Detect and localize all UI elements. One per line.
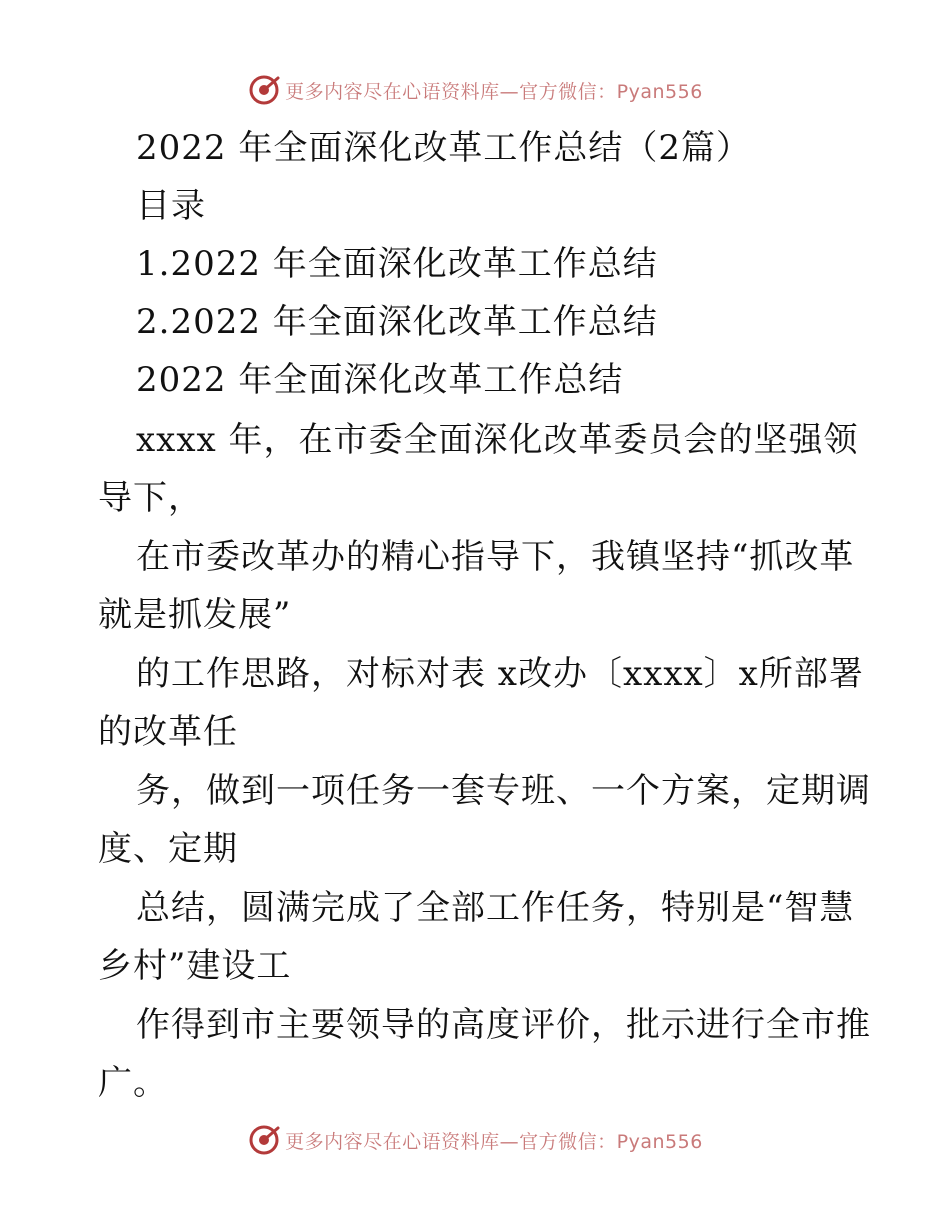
- body-line: 度、定期: [98, 829, 238, 869]
- body-line: 在市委改革办的精心指导下，我镇坚持“抓改革: [136, 537, 855, 577]
- body-line: xxxx 年，在市委全面深化改革委员会的坚强领: [136, 420, 859, 460]
- watermark-text: 更多内容尽在心语资料库—官方微信：Pyan556: [285, 1130, 703, 1153]
- pen-logo-icon: [247, 73, 281, 107]
- toc-item-2: 2.2022 年全面深化改革工作总结: [136, 302, 658, 342]
- pen-logo-icon: [247, 1123, 281, 1157]
- toc-item-1: 1.2022 年全面深化改革工作总结: [136, 244, 658, 284]
- body-line: 乡村”建设工: [98, 946, 292, 986]
- body-line: 总结，圆满完成了全部工作任务，特别是“智慧: [136, 888, 855, 928]
- document-title: 2022 年全面深化改革工作总结（2篇）: [136, 128, 751, 168]
- body-line: 就是抓发展”: [98, 595, 292, 635]
- body-line: 务，做到一项任务一套专班、一个方案，定期调: [136, 771, 871, 811]
- section-heading: 2022 年全面深化改革工作总结: [136, 360, 624, 400]
- body-line: 导下，: [98, 478, 203, 518]
- header-watermark: [0, 70, 950, 110]
- body-line: 广。: [98, 1063, 168, 1103]
- body-line: 的改革任: [98, 712, 238, 752]
- watermark-text: 更多内容尽在心语资料库—官方微信：Pyan556: [285, 80, 703, 103]
- body-line: 作得到市主要领导的高度评价，批示进行全市推: [136, 1005, 871, 1045]
- footer-watermark: [0, 1120, 950, 1160]
- body-line: 的工作思路，对标对表 x改办〔xxxx〕x所部署: [136, 654, 864, 694]
- toc-heading: 目录: [136, 186, 206, 226]
